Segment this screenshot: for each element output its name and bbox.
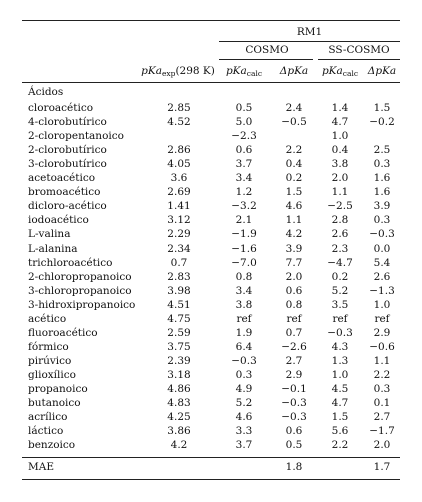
cell-sscosmo-pka: 1.1 — [331, 186, 349, 199]
cell-pka-exp: 3.6 — [170, 172, 188, 185]
cell-sscosmo-delta: 5.4 — [373, 256, 391, 269]
cell-sscosmo-pka: −2.5 — [327, 200, 353, 213]
cell-name: glioxílico — [28, 368, 76, 381]
cell-cosmo-pka: 0.6 — [235, 144, 253, 157]
sscosmo-underline — [318, 59, 400, 60]
cell-cosmo-delta: 0.2 — [285, 172, 303, 185]
cell-sscosmo-pka: ref — [332, 312, 348, 325]
cell-name: 2-clorobutírico — [28, 144, 107, 157]
cell-pka-exp: 4.86 — [167, 383, 191, 395]
cell-sscosmo-delta: −0.2 — [369, 116, 395, 129]
bottom-rule — [22, 479, 400, 480]
cell-name: 3-hidroxipropanoico — [28, 298, 136, 311]
cell-cosmo-pka: −7.0 — [231, 256, 257, 269]
cell-sscosmo-delta: 1.6 — [373, 172, 391, 185]
cell-pka-exp: 4.75 — [167, 312, 191, 325]
header-cosmo-delta: ΔpKa — [279, 65, 309, 77]
cell-sscosmo-delta: 0.3 — [373, 383, 391, 395]
cell-pka-exp: 3.75 — [167, 340, 191, 353]
cell-sscosmo-pka: 2.8 — [331, 214, 349, 227]
cell-sscosmo-pka: 1.0 — [331, 130, 349, 143]
cell-cosmo-pka: 3.4 — [235, 172, 253, 185]
cell-cosmo-delta: 0.8 — [285, 298, 303, 311]
cell-pka-exp: 2.86 — [167, 144, 191, 157]
cell-sscosmo-delta: 3.9 — [373, 200, 391, 213]
cell-pka-exp: 3.18 — [167, 368, 191, 381]
cell-cosmo-delta: 2.7 — [285, 354, 303, 367]
cell-sscosmo-pka: 4.7 — [331, 397, 349, 410]
cell-pka-exp: 3.98 — [167, 284, 191, 297]
cell-sscosmo-pka: 2.0 — [331, 172, 349, 185]
rm1-underline — [219, 41, 400, 42]
mae-label: MAE — [28, 461, 54, 473]
cell-cosmo-delta: 4.2 — [285, 228, 303, 241]
cell-pka-exp: 3.86 — [167, 425, 191, 438]
cell-cosmo-pka: −1.6 — [231, 242, 257, 255]
cell-cosmo-delta: 0.4 — [285, 158, 303, 171]
cell-cosmo-pka: −3.2 — [231, 200, 257, 213]
cell-pka-exp: 4.2 — [170, 439, 188, 452]
cell-pka-exp: 2.34 — [167, 242, 191, 255]
cell-name: trichloroacético — [28, 256, 113, 269]
cell-name: acrílico — [28, 411, 68, 424]
cell-cosmo-pka: 3.4 — [235, 284, 253, 297]
cell-name: bromoacético — [28, 186, 101, 199]
cell-sscosmo-pka: 1.0 — [331, 368, 349, 381]
cell-sscosmo-pka: 3.8 — [331, 158, 349, 171]
cell-cosmo-pka: 4.6 — [235, 411, 253, 424]
cell-name: L-valina — [28, 228, 71, 241]
cell-sscosmo-pka: 0.4 — [331, 144, 349, 157]
cell-pka-exp: 2.83 — [167, 270, 191, 283]
cell-sscosmo-delta: −1.7 — [369, 425, 395, 438]
cell-cosmo-pka: −1.9 — [231, 228, 257, 241]
cell-cosmo-delta: 7.7 — [285, 256, 303, 269]
cell-pka-exp: 0.7 — [170, 256, 188, 269]
cell-name: propanoico — [28, 383, 88, 395]
header-sscosmo: SS-COSMO — [328, 44, 390, 56]
cell-sscosmo-pka: 5.6 — [331, 425, 349, 438]
cell-pka-exp: 4.05 — [167, 158, 191, 171]
cell-sscosmo-delta: 0.3 — [373, 158, 391, 171]
cell-name: benzoico — [28, 439, 76, 452]
cell-cosmo-delta: 1.5 — [285, 186, 303, 199]
cell-sscosmo-delta: −1.3 — [369, 284, 395, 297]
cell-sscosmo-pka: 2.3 — [331, 242, 349, 255]
cell-sscosmo-delta: 1.5 — [373, 102, 391, 114]
cell-sscosmo-pka: 1.5 — [331, 411, 349, 424]
cell-sscosmo-delta: 0.3 — [373, 214, 391, 227]
cell-sscosmo-delta: 2.7 — [373, 411, 391, 424]
cell-pka-exp: 4.25 — [167, 411, 191, 424]
cell-sscosmo-delta: 2.5 — [373, 144, 391, 157]
cell-name: cloroacético — [28, 102, 94, 114]
cell-cosmo-delta: 1.1 — [285, 214, 303, 227]
cell-sscosmo-delta: 0.0 — [373, 242, 391, 255]
cell-name: L-alanina — [28, 242, 78, 255]
cell-cosmo-pka: −0.3 — [231, 354, 257, 367]
cell-cosmo-delta: 0.6 — [285, 425, 303, 438]
cell-sscosmo-delta: ref — [374, 312, 390, 325]
cell-sscosmo-pka: 3.5 — [331, 298, 349, 311]
cell-cosmo-pka: 5.2 — [235, 397, 253, 410]
cell-pka-exp: 4.83 — [167, 397, 191, 410]
cell-cosmo-delta: 3.9 — [285, 242, 303, 255]
cell-name: butanoico — [28, 397, 81, 410]
cell-cosmo-pka: 0.3 — [235, 368, 253, 381]
cell-pka-exp: 4.52 — [167, 116, 191, 129]
cell-cosmo-delta: 4.6 — [285, 200, 303, 213]
cell-cosmo-pka: 2.1 — [235, 214, 253, 227]
cell-name: acetoacético — [28, 172, 96, 185]
cell-pka-exp: 1.41 — [167, 200, 191, 213]
cell-sscosmo-pka: −4.7 — [327, 256, 353, 269]
header-rm1: RM1 — [296, 26, 323, 38]
cell-cosmo-delta: 2.9 — [285, 368, 303, 381]
header-rule — [22, 82, 400, 83]
cell-cosmo-pka: 0.5 — [235, 102, 253, 114]
cell-name: fórmico — [28, 340, 69, 353]
cell-pka-exp: 2.69 — [167, 186, 191, 199]
cell-cosmo-delta: −0.1 — [281, 383, 307, 395]
cell-name: dicloro-acético — [28, 200, 107, 213]
cell-name: 4-clorobutírico — [28, 116, 107, 129]
cell-cosmo-delta: 0.5 — [285, 439, 303, 452]
cell-name: 2-cloropentanoico — [28, 130, 124, 143]
cell-cosmo-pka: 4.9 — [235, 383, 253, 395]
cell-sscosmo-pka: 1.3 — [331, 354, 349, 367]
cell-cosmo-pka: 5.0 — [235, 116, 253, 129]
cell-cosmo-delta: 0.6 — [285, 284, 303, 297]
cell-cosmo-pka: −2.3 — [231, 130, 257, 143]
cell-pka-exp: 2.85 — [167, 102, 191, 114]
footer-rule — [22, 457, 400, 458]
header-sscosmo-delta: ΔpKa — [367, 65, 397, 77]
cell-sscosmo-delta: 1.6 — [373, 186, 391, 199]
cell-name: iodoacético — [28, 214, 89, 227]
cell-sscosmo-pka: 4.7 — [331, 116, 349, 129]
cell-cosmo-delta: 0.7 — [285, 326, 303, 339]
cell-name: láctico — [28, 425, 64, 438]
cell-cosmo-delta: −2.6 — [281, 340, 307, 353]
cell-cosmo-delta: 2.2 — [285, 144, 303, 157]
cell-sscosmo-delta: −0.6 — [369, 340, 395, 353]
cell-cosmo-pka: 3.7 — [235, 158, 253, 171]
cell-name: acético — [28, 312, 67, 325]
header-pka-exp: pKa$_{exp}$(298 K) — [141, 65, 215, 78]
cell-pka-exp: 2.29 — [167, 228, 191, 241]
cell-pka-exp: 2.59 — [167, 326, 191, 339]
cell-name: pirúvico — [28, 354, 72, 367]
cell-name: 3-chloropropanoico — [28, 284, 132, 297]
cell-sscosmo-pka: 0.2 — [331, 270, 349, 283]
header-sscosmo-pka-calc: pKa$_{calc}$ — [321, 65, 359, 78]
cell-cosmo-pka: ref — [236, 312, 252, 325]
cell-sscosmo-pka: 1.4 — [331, 102, 349, 114]
cell-cosmo-pka: 3.3 — [235, 425, 253, 438]
cell-cosmo-delta: −0.3 — [281, 411, 307, 424]
cell-cosmo-pka: 1.9 — [235, 326, 253, 339]
cell-name: 3-clorobutírico — [28, 158, 107, 171]
cell-sscosmo-delta: 2.9 — [373, 326, 391, 339]
cell-pka-exp: 3.12 — [167, 214, 191, 227]
mae-sscosmo: 1.7 — [373, 461, 391, 473]
mae-cosmo: 1.8 — [285, 461, 303, 473]
cosmo-underline — [219, 59, 313, 60]
cell-cosmo-delta: 2.4 — [285, 102, 303, 114]
cell-pka-exp: 2.39 — [167, 354, 191, 367]
cell-sscosmo-pka: 4.3 — [331, 340, 349, 353]
cell-cosmo-pka: 1.2 — [235, 186, 253, 199]
cell-cosmo-delta: −0.3 — [281, 397, 307, 410]
cell-cosmo-delta: −0.5 — [281, 116, 307, 129]
cell-sscosmo-delta: 1.0 — [373, 298, 391, 311]
header-cosmo-pka-calc: pKa$_{calc}$ — [225, 65, 263, 78]
cell-name: fluoroacético — [28, 326, 98, 339]
cell-sscosmo-delta: 1.1 — [373, 354, 391, 367]
cell-sscosmo-delta: 2.2 — [373, 368, 391, 381]
cell-cosmo-pka: 6.4 — [235, 340, 253, 353]
cell-sscosmo-pka: −0.3 — [327, 326, 353, 339]
cell-cosmo-delta: ref — [286, 312, 302, 325]
cell-cosmo-pka: 3.7 — [235, 439, 253, 452]
cell-name: 2-chloropropanoico — [28, 270, 132, 283]
cell-cosmo-delta: 2.0 — [285, 270, 303, 283]
cell-sscosmo-delta: −0.3 — [369, 228, 395, 241]
cell-sscosmo-pka: 2.2 — [331, 439, 349, 452]
cell-sscosmo-pka: 4.5 — [331, 383, 349, 395]
cell-sscosmo-pka: 2.6 — [331, 228, 349, 241]
cell-sscosmo-delta: 0.1 — [373, 397, 391, 410]
cell-cosmo-pka: 0.8 — [235, 270, 253, 283]
cell-cosmo-pka: 3.8 — [235, 298, 253, 311]
section-label-acidos: Ácidos — [28, 86, 64, 98]
cell-pka-exp: 4.51 — [167, 298, 191, 311]
top-rule — [22, 20, 400, 21]
cell-sscosmo-pka: 5.2 — [331, 284, 349, 297]
header-cosmo: COSMO — [245, 44, 289, 56]
cell-sscosmo-delta: 2.6 — [373, 270, 391, 283]
cell-sscosmo-delta: 2.0 — [373, 439, 391, 452]
